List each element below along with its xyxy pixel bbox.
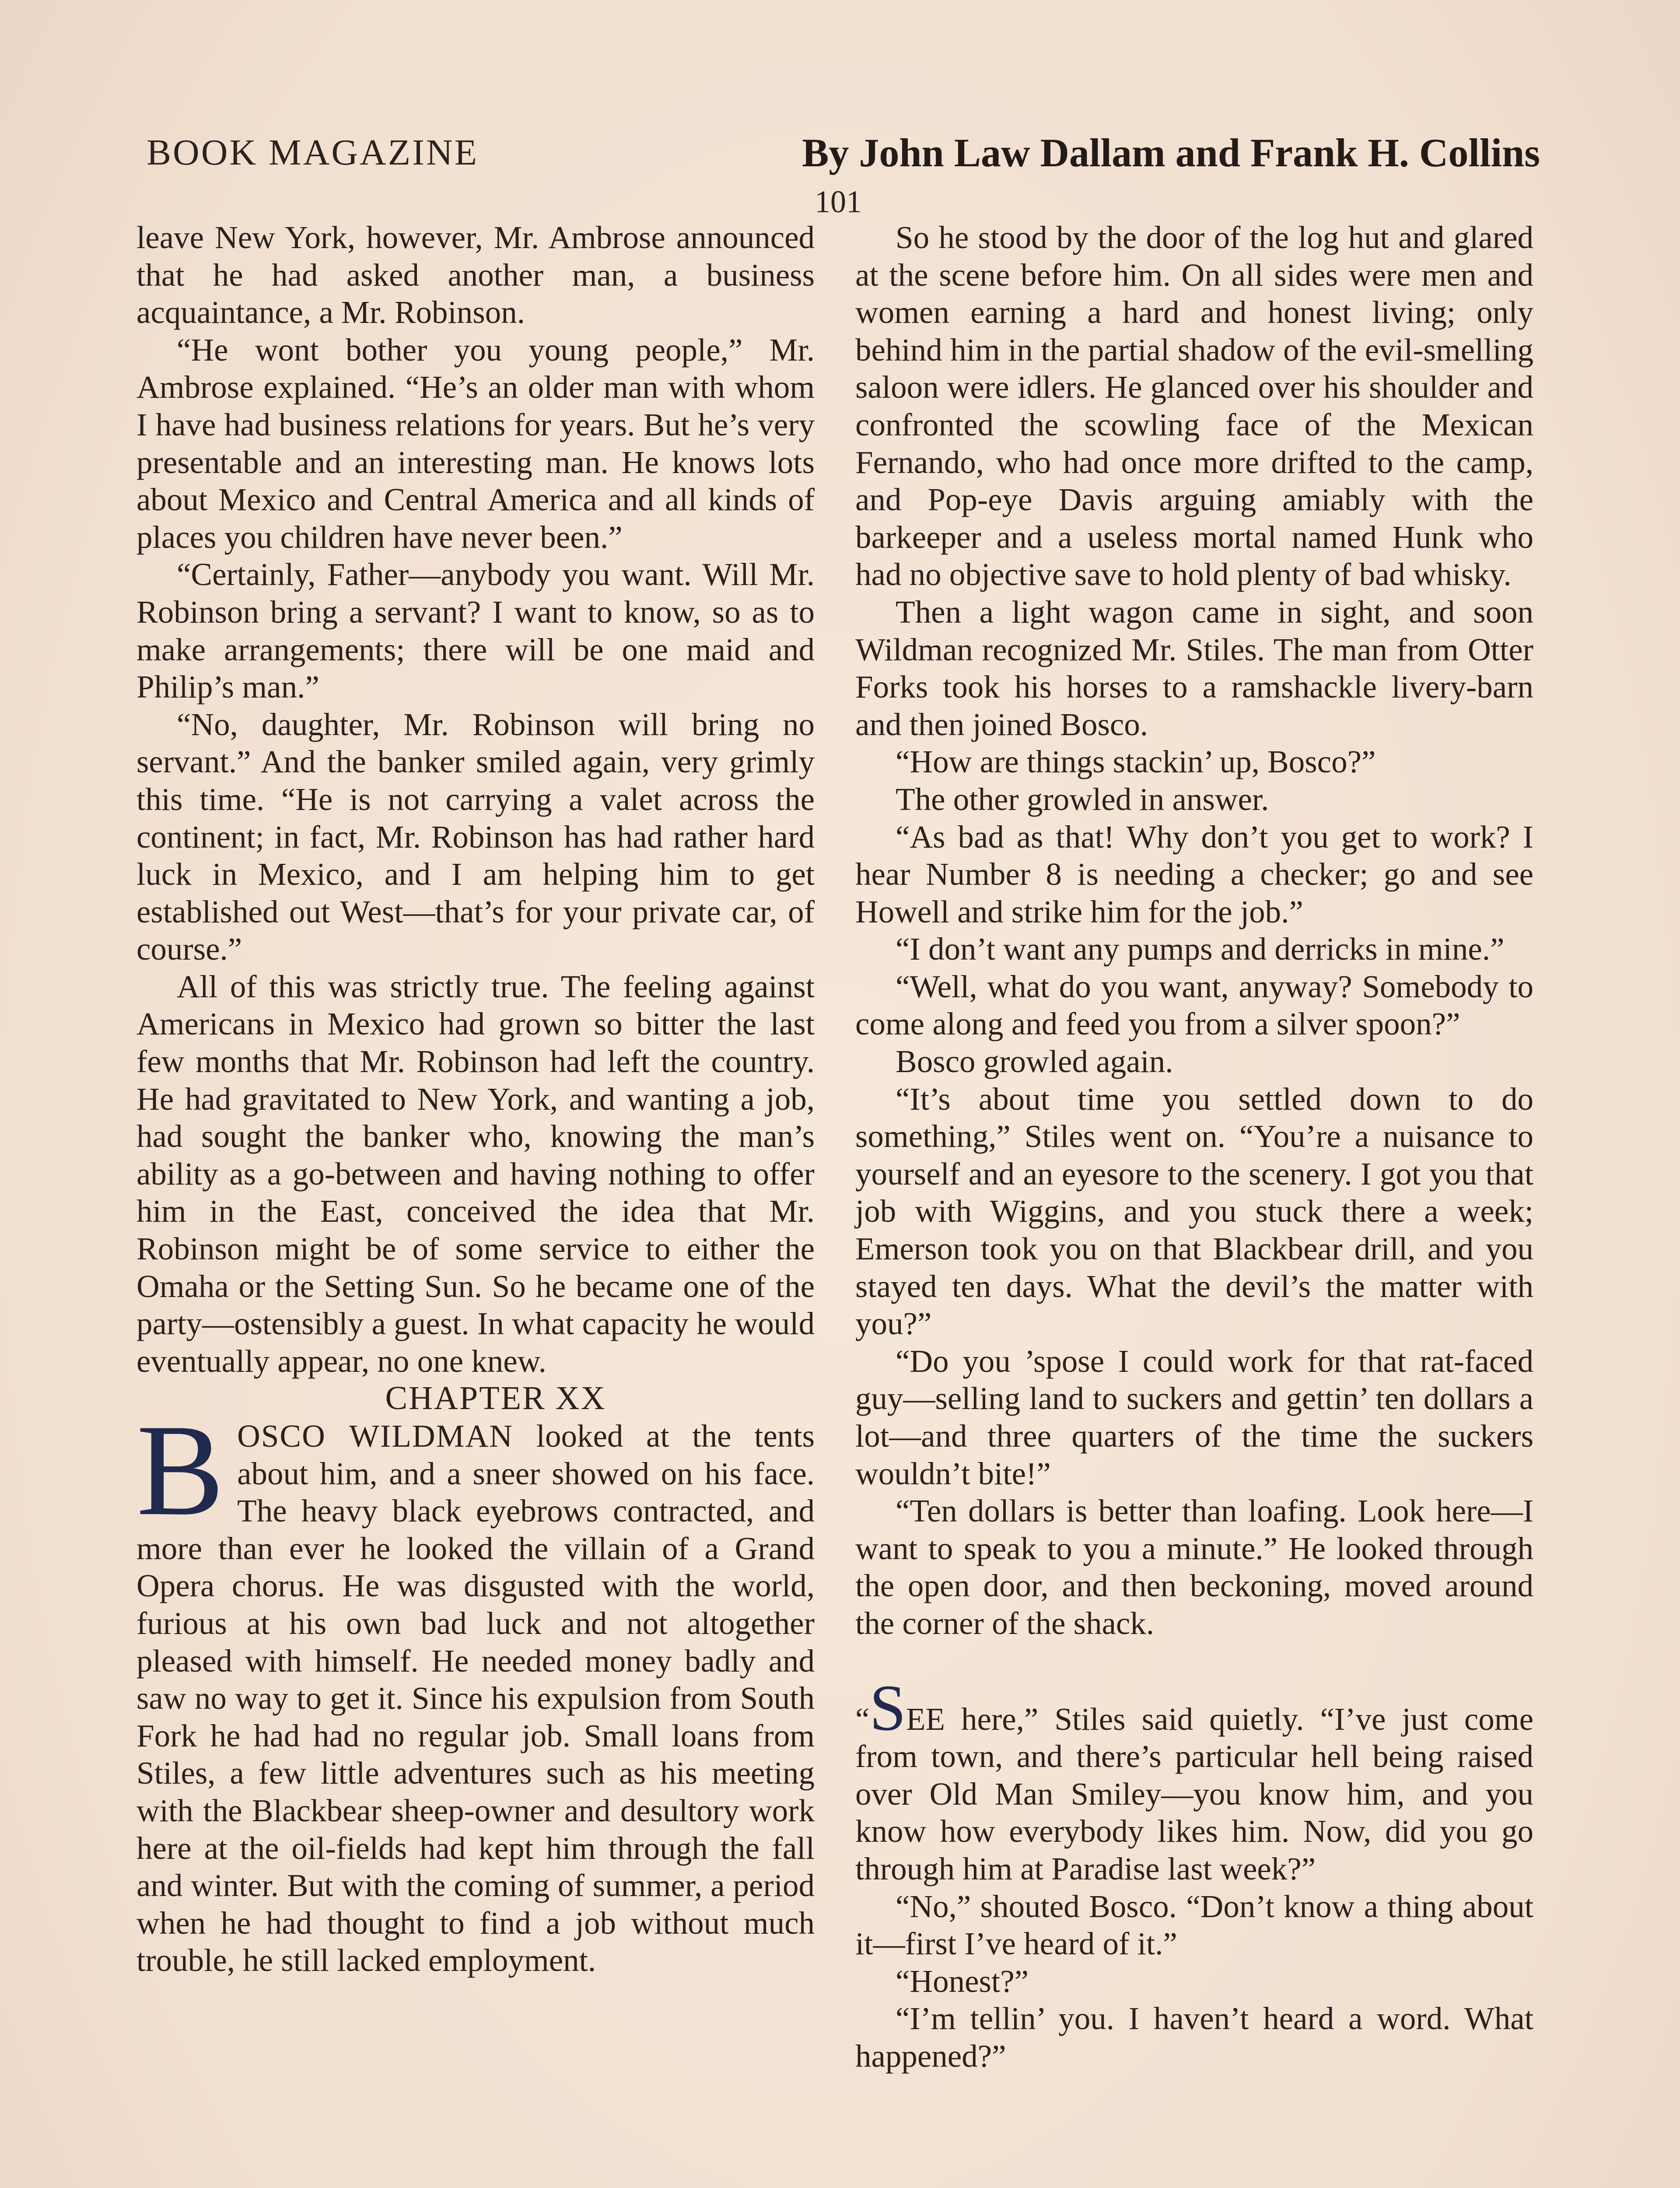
section-opening-paragraph <box>855 1671 1533 1888</box>
small-caps-text: OSCO WILDMAN <box>237 1418 514 1454</box>
paragraph: Then a light wagon came in sight, and soon Wildman recognized Mr. Stiles. The man from Otter Forks took his horses to a ramshackle livery-barn and then joined Bosco. <box>855 594 1533 742</box>
left-column <box>136 219 815 1979</box>
right-column <box>855 219 1533 2075</box>
author-byline: By John Law Dallam and Frank H. Collins <box>802 130 1540 175</box>
paragraph: “Ten dollars is better than loafing. Look here—I want to speak to you a minute.” He looked through the open door, and then beckoning, moved around the corner of the shack. <box>855 1493 1533 1641</box>
paragraph: “How are things stackin’ up, Bosco?” <box>896 744 1376 780</box>
paragraph: “Do you ’spose I could work for that rat-faced guy—selling land to suckers and gettin’ ten dollars a lot—and three quarters of the time the suckers wouldn’t bite!” <box>855 1343 1533 1491</box>
page-number: 101 <box>815 184 862 219</box>
paragraph: “No, daughter, Mr. Robinson will bring no servant.” And the banker smiled again, very grimly this time. “He is not carrying a valet across the continent; in fact, Mr. Robinson has had rather hard luck in Mexico, and I am helping him to get established out West—that’s for your private car, of course.” <box>136 706 815 967</box>
paragraph-text: EE here,” Stiles said quietly. “I’ve just come from town, and there’s particular hell being raised over Old Man Smiley—you know him, and you know how everybody likes him. Now, did you go through him at Paradise last week?” <box>855 1701 1533 1886</box>
paragraph: The other growled in answer. <box>896 781 1269 817</box>
paragraph: “No,” shouted Bosco. “Don’t know a thing about it—first I’ve heard of it.” <box>855 1888 1533 1962</box>
drop-cap: S <box>869 1671 906 1744</box>
paragraph: “He wont bother you young people,” Mr. Ambrose explained. “He’s an older man with whom I have had business relations for years. But he’s very presentable and an interesting man. He knows lots about Mexico and Central America and all kinds of places you children have never been.” <box>136 332 815 555</box>
paragraph: “Well, what do you want, anyway? Somebody to come along and feed you from a silver spoon?” <box>855 968 1533 1042</box>
drop-cap: B <box>136 1397 224 1543</box>
paragraph: “I’m tellin’ you. I haven’t heard a word. What happened?” <box>855 2001 1533 2074</box>
paragraph: Bosco growled again. <box>896 1044 1173 1080</box>
magazine-title: BOOK MAGAZINE <box>147 132 479 173</box>
paragraph-text: looked at the tents about him, and a sneer showed on his face. The heavy black eyebrows contracted, and more than ever he looked the villain of a Grand Opera chorus. He was disgusted with the world, furious at his own bad luck and not altogether pleased with himself. He needed money badly and saw no way to get it. Since his expulsion from South Fork he had had no regular job. Small loans from Stiles, a few little adventures such as his meeting with the Blackbear sheep-owner and desultory work here at the oil-fields had kept him through the fall and winter. But with the coming of summer, a period when he had thought to find a job without much trouble, he still lacked employment. <box>136 1418 815 1978</box>
paragraph: “As bad as that! Why don’t you get to work? I hear Number 8 is needing a checker; go and see Howell and strike him for the job.” <box>855 819 1533 929</box>
paragraph: “It’s about time you settled down to do something,” Stiles went on. “You’re a nuisance to yourself and an eyesore to the scenery. I got you that job with Wiggins, and you stuck there a week; Emerson took you on that Blackbear drill, and you stayed ten days. What the devil’s the matter with you?” <box>855 1081 1533 1342</box>
paragraph: “Certainly, Father—anybody you want. Will Mr. Robinson bring a servant? I want to know, so as to make arrangements; there will be one maid and Philip’s man.” <box>136 557 815 705</box>
open-quote: “ <box>855 1701 870 1737</box>
paragraph: leave New York, however, Mr. Ambrose announced that he had asked another man, a business acquaintance, a Mr. Robinson. <box>136 220 815 330</box>
paragraph: “I don’t want any pumps and derricks in mine.” <box>896 931 1505 967</box>
paragraph: All of this was strictly true. The feeling against Americans in Mexico had grown so bitter the last few months that Mr. Robinson had left the country. He had gravitated to New York, and wanting a job, had sought the banker who, knowing the man’s ability as a go-between and having nothing to offer him in the East, conceived the idea that Mr. Robinson might be of some service to either the Omaha or the Setting Sun. So he became one of the party—ostensibly a guest. In what capacity he would eventually appear, no one knew. <box>136 968 815 1379</box>
paragraph: So he stood by the door of the log hut and glared at the scene before him. On all sides were men and women earning a hard and honest living; only behind him in the partial shadow of the evil-smelling saloon were idlers. He glanced over his shoulder and confronted the scowling face of the Mexican Fernando, who had once more drifted to the camp, and Pop-eye Davis arguing amiably with the barkeeper and a useless mortal named Hunk who had no objective save to hold plenty of bad whisky. <box>855 220 1533 593</box>
paragraph: “Honest?” <box>896 1963 1029 1999</box>
chapter-heading: CHAPTER XX <box>385 1380 606 1417</box>
